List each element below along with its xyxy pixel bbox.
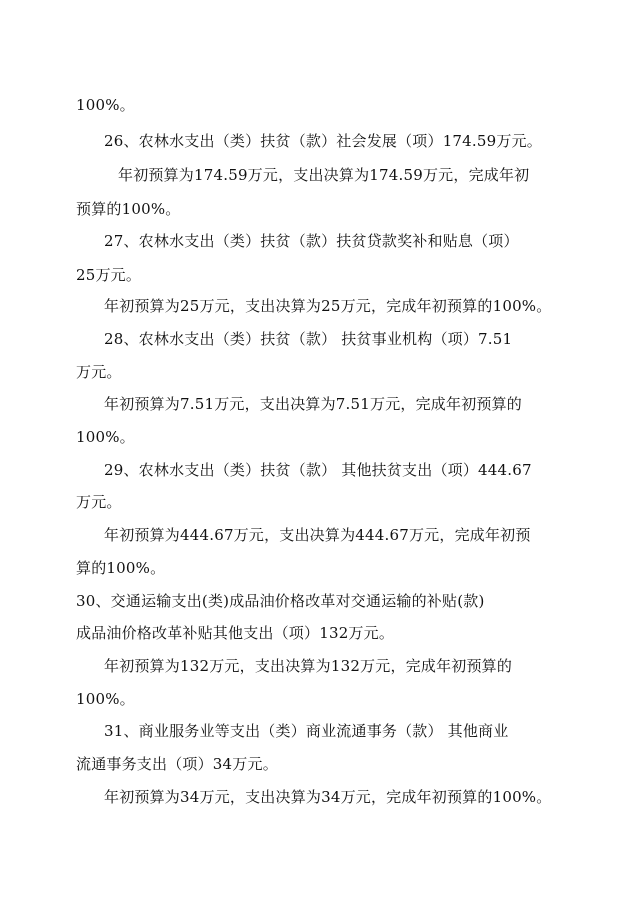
text-line: 万元。	[76, 363, 122, 381]
text-line: 年初预算为7.51万元，支出决算为7.51万元，完成年初预算的	[104, 395, 522, 413]
text-line: 27、农林水支出（类）扶贫（款）扶贫贷款奖补和贴息（项）	[104, 232, 519, 250]
text-line: 预算的100%。	[76, 200, 181, 218]
text-line: 年初预算为444.67万元，支出决算为444.67万元，完成年初预	[104, 526, 531, 544]
text-line: 100%。	[76, 690, 135, 708]
text-line: 流通事务支出（项）34万元。	[76, 755, 278, 773]
text-line: 29、农林水支出（类）扶贫（款） 其他扶贫支出（项）444.67	[104, 461, 532, 479]
text-line: 30、交通运输支出(类)成品油价格改革对交通运输的补贴(款)	[76, 592, 485, 610]
text-line: 26、农林水支出（类）扶贫（款）社会发展（项）174.59万元。	[104, 132, 542, 150]
text-line: 31、商业服务业等支出（类）商业流通事务（款） 其他商业	[104, 722, 509, 740]
text-line: 年初预算为34万元，支出决算为34万元，完成年初预算的100%。	[104, 788, 552, 806]
text-line: 28、农林水支出（类）扶贫（款） 扶贫事业机构（项）7.51	[104, 330, 513, 348]
text-line: 成品油价格改革补贴其他支出（项）132万元。	[76, 624, 395, 642]
text-line: 25万元。	[76, 266, 142, 284]
text-line: 算的100%。	[76, 559, 166, 577]
text-line: 年初预算为174.59万元，支出决算为174.59万元，完成年初	[118, 166, 530, 184]
text-line: 100%。	[76, 96, 135, 114]
text-line: 年初预算为25万元，支出决算为25万元，完成年初预算的100%。	[104, 297, 552, 315]
text-line: 100%。	[76, 428, 135, 446]
text-line: 年初预算为132万元，支出决算为132万元，完成年初预算的	[104, 657, 513, 675]
text-line: 万元。	[76, 493, 122, 511]
